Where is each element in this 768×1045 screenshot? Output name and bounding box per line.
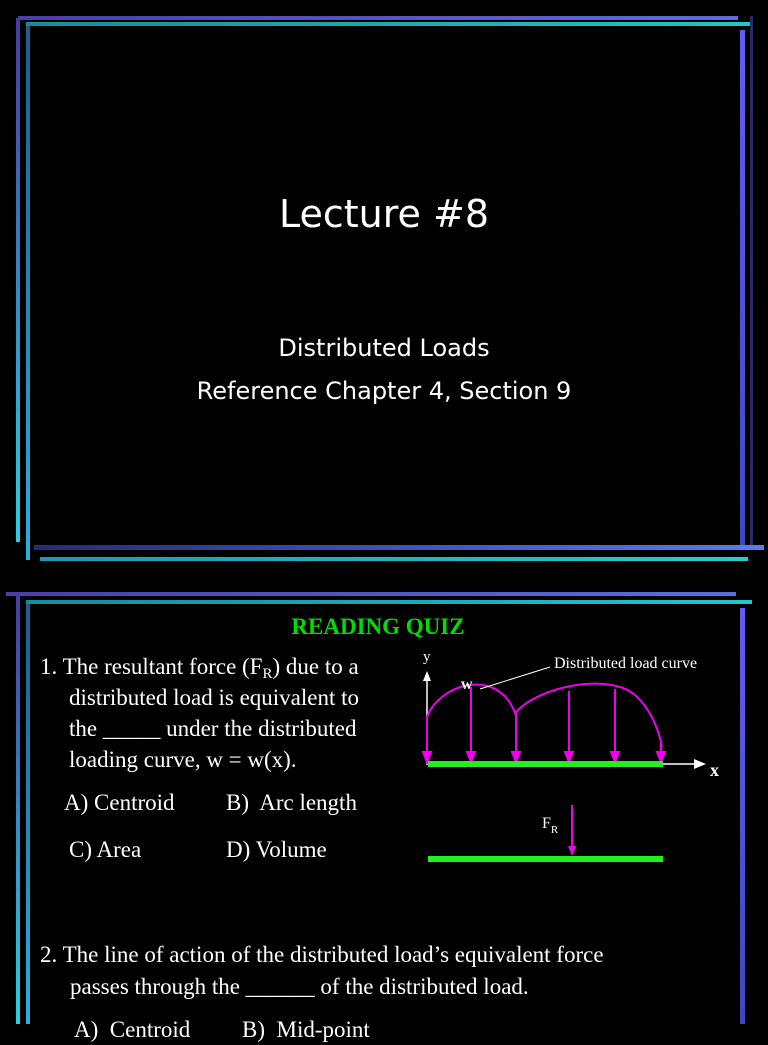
frame-right-bar-2 xyxy=(750,16,753,546)
q2-options: A) Centroid B) Mid-point xyxy=(74,1017,370,1042)
page-title: Lecture #8 xyxy=(278,192,490,236)
q2-line1: 2. The line of action of the distributed load’s equivalent force xyxy=(40,942,604,967)
curve-leader-line xyxy=(480,667,550,689)
q1-line2: distributed load is equivalent to xyxy=(69,685,360,710)
load-curve xyxy=(427,684,662,747)
frame-top-bar-cyan xyxy=(26,22,752,26)
frame-bottom-bar-cyan xyxy=(40,557,748,561)
q1-option-a: A) Centroid xyxy=(64,790,175,815)
frame-left-bar xyxy=(16,18,20,542)
slide-gap xyxy=(0,562,768,590)
q1-line1-text: 1. The resultant force (F xyxy=(40,654,263,679)
frame-top-bar xyxy=(18,16,738,20)
frame-top-bar xyxy=(6,592,736,596)
frame-left-bar xyxy=(16,594,20,1024)
x-axis-label: x xyxy=(710,760,719,780)
subtitle-topic: Distributed Loads xyxy=(278,334,490,362)
fr-label xyxy=(542,815,559,836)
q2-line2: passes through the ______ of the distributed load. xyxy=(70,974,529,999)
fr-label-sub: R xyxy=(550,824,559,836)
frame-top-bar-cyan xyxy=(26,600,752,604)
quiz-heading: READING QUIZ xyxy=(291,614,465,639)
q1-subscript: R xyxy=(262,666,273,682)
resultant-force-arrowhead xyxy=(568,846,576,856)
curve-label: Distributed load curve xyxy=(554,655,698,672)
frame-bottom-bar xyxy=(34,545,764,550)
y-axis-arrowhead xyxy=(423,671,431,681)
beam-equivalent xyxy=(428,856,663,862)
frame-left-bar-2 xyxy=(26,604,30,1024)
q1-option-b: B) Arc length xyxy=(226,790,357,815)
q1-line1-text-end: ) due to a xyxy=(272,654,359,679)
w-label: w xyxy=(461,676,473,693)
frame-left-bar-2 xyxy=(26,26,30,560)
q1-line4: loading curve, w = w(x). xyxy=(69,747,297,772)
distributed-load-figure xyxy=(410,645,750,875)
subtitle-reference: Reference Chapter 4, Section 9 xyxy=(196,377,572,405)
q1-line3: the _____ under the distributed xyxy=(69,716,357,741)
q1-option-c: C) Area xyxy=(69,837,142,862)
beam-loaded xyxy=(428,761,663,767)
x-axis-arrowhead xyxy=(694,759,706,769)
q1-option-d: D) Volume xyxy=(226,837,327,862)
fr-label-main: F xyxy=(542,815,551,832)
y-axis-label: y xyxy=(423,649,431,665)
load-arrows xyxy=(423,687,665,762)
frame-right-bar xyxy=(740,30,745,550)
